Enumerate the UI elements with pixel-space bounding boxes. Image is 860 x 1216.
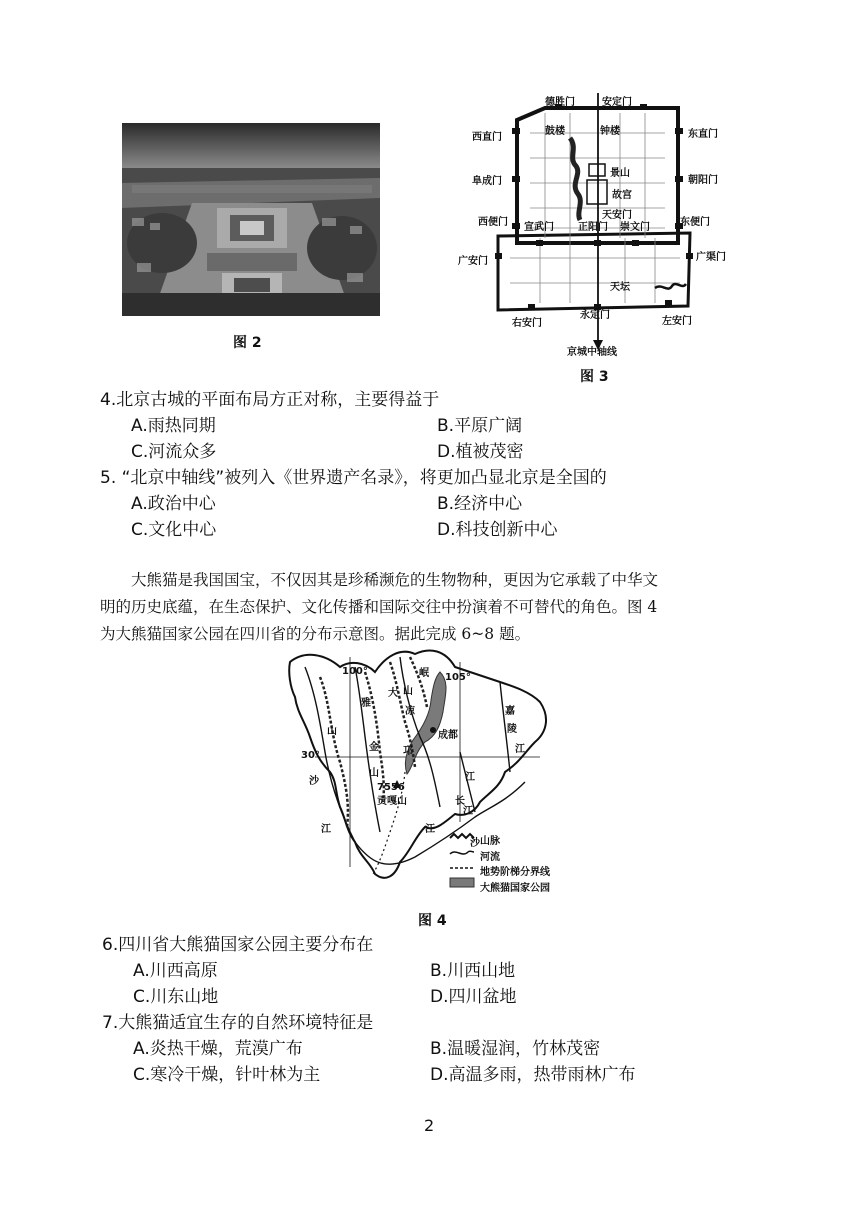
- figure3-caption: 图 3: [580, 369, 609, 385]
- map-label-ling: 陵: [507, 724, 517, 735]
- label-tiantan: 天坛: [610, 282, 630, 293]
- map-label-jiang-d: 江: [425, 824, 435, 835]
- map-label-qiong: 邛: [403, 746, 413, 757]
- map-label-jiang-c: 江: [321, 824, 331, 835]
- aerial-photo-image: [122, 123, 380, 316]
- map-label-ya: 雅: [361, 698, 371, 709]
- figure4-caption: 图 4: [418, 913, 447, 929]
- q7-option-d[interactable]: D.高温多雨，热带雨林广布: [430, 1065, 636, 1085]
- question-4-stem: 4.北京古城的平面布局方正对称，主要得益于: [100, 390, 440, 410]
- label-dongzhimen: 东直门: [688, 129, 718, 140]
- map-label-jia: 嘉: [505, 706, 515, 717]
- legend-river-symbol: [450, 851, 474, 854]
- q5-option-c[interactable]: C.文化中心: [131, 520, 217, 540]
- q4-option-c[interactable]: C.河流众多: [131, 442, 217, 462]
- q5-option-a[interactable]: A.政治中心: [131, 494, 216, 514]
- jingshan-rect: [589, 164, 605, 176]
- figure4-sichuan-map: [285, 642, 585, 902]
- q4-option-d[interactable]: D.植被茂密: [437, 442, 524, 462]
- map-label-shan-a: 山: [327, 726, 337, 737]
- label-guangqumen: 广渠门: [696, 252, 726, 263]
- label-jingshan: 景山: [610, 168, 630, 179]
- figure2-aerial-photo: [122, 123, 380, 316]
- legend-label-boundary: 地势阶梯分界线: [480, 867, 550, 878]
- legend-label-mountains: 山脉: [480, 836, 500, 847]
- map-label-sha-a: 沙: [309, 776, 319, 787]
- map-label-da: 大: [388, 688, 398, 699]
- label-tiananmen: 天安门: [602, 210, 632, 221]
- label-gulou: 鼓楼: [545, 126, 565, 137]
- label-dongbianmen: 东便门: [680, 217, 710, 228]
- label-andingmen: 安定门: [602, 97, 632, 108]
- q7-option-b[interactable]: B.温暖湿润，竹林茂密: [430, 1039, 601, 1059]
- q4-option-b[interactable]: B.平原广阔: [437, 416, 523, 436]
- map-label-chengdu: 成都: [438, 730, 458, 741]
- chengdu-point: [430, 727, 436, 733]
- map-label-gongga: 贡嘎山: [377, 796, 407, 807]
- map-label-lat30: 30°: [301, 750, 320, 761]
- label-chaoyangmen: 朝阳门: [688, 175, 718, 186]
- legend-label-park: 大熊猫国家公园: [480, 883, 550, 894]
- legend-label-river: 河流: [480, 852, 500, 863]
- q6-option-b[interactable]: B.川西山地: [430, 961, 516, 981]
- map-label-jiang-a: 江: [515, 744, 525, 755]
- q7-option-a[interactable]: A.炎热干燥，荒漠广布: [133, 1039, 303, 1059]
- question-6-stem: 6.四川省大熊猫国家公园主要分布在: [102, 935, 374, 955]
- label-deshengmen: 德胜门: [545, 97, 575, 108]
- figure2-caption: 图 2: [233, 335, 262, 351]
- q6-option-a[interactable]: A.川西高原: [133, 961, 218, 981]
- q5-option-b[interactable]: B.经济中心: [437, 494, 523, 514]
- map-label-min: 岷: [419, 668, 429, 679]
- question-5-stem: 5. “北京中轴线”被列入《世界遗产名录》，将更加凸显北京是全国的: [100, 468, 607, 488]
- label-xuanwumen: 宣武门: [524, 222, 554, 233]
- q5-option-d[interactable]: D.科技创新中心: [437, 520, 558, 540]
- label-xibianmen: 西便门: [478, 217, 508, 228]
- map-label-jiang-b: 江: [465, 772, 475, 783]
- label-zuoanmen: 左安门: [662, 316, 692, 327]
- q6-option-d[interactable]: D.四川盆地: [430, 987, 517, 1007]
- label-guanganmen: 广安门: [458, 256, 488, 267]
- label-fuchengmen: 阜成门: [472, 176, 502, 187]
- question-7-stem: 7.大熊猫适宜生存的自然环境特征是: [102, 1013, 374, 1033]
- label-chongwenmen: 崇文门: [620, 222, 650, 233]
- label-zhonglou: 钟楼: [600, 126, 620, 137]
- map-label-chang: 长: [455, 796, 465, 807]
- page-number: 2: [424, 1116, 435, 1135]
- passage-line-1: 大熊猫是我国国宝，不仅因其是珍稀濒危的生物物种，更因为它承载了中华文: [131, 571, 659, 589]
- label-gugong: 故宫: [612, 190, 632, 201]
- axis-label: 京城中轴线: [567, 347, 617, 358]
- passage-line-2: 明的历史底蕴，在生态保护、文化传播和国际交往中扮演着不可替代的角色。图 4: [100, 598, 658, 616]
- legend-park-symbol: [450, 878, 474, 887]
- passage-line-3: 为大熊猫国家公园在四川省的分布示意图。据此完成 6~8 题。: [100, 625, 531, 643]
- map-label-lon100: 100°: [342, 666, 368, 677]
- map-label-jiang-e: 江: [463, 806, 473, 817]
- label-yongdingmen: 永定门: [580, 310, 610, 321]
- figure3-beijing-map: [450, 88, 750, 363]
- map-label-jin: 金: [369, 742, 379, 753]
- label-zhengyangmen: 正阳门: [578, 222, 608, 233]
- q6-option-c[interactable]: C.川东山地: [133, 987, 219, 1007]
- palace-rect: [587, 180, 607, 204]
- map-label-shan-b: 山: [403, 686, 413, 697]
- q4-option-a[interactable]: A.雨热同期: [131, 416, 216, 436]
- map-label-peak-height: 7556: [377, 782, 405, 793]
- label-xizhimen: 西直门: [472, 132, 502, 143]
- map-label-lon105: 105°: [445, 672, 471, 683]
- q7-option-c[interactable]: C.寒冷干燥，针叶林为主: [133, 1065, 321, 1085]
- map-label-shan-c: 山: [369, 768, 379, 779]
- map-label-liang: 凉: [405, 706, 415, 717]
- label-youanmen: 右安门: [512, 318, 542, 329]
- map-label-sha-b: 沙: [470, 838, 480, 849]
